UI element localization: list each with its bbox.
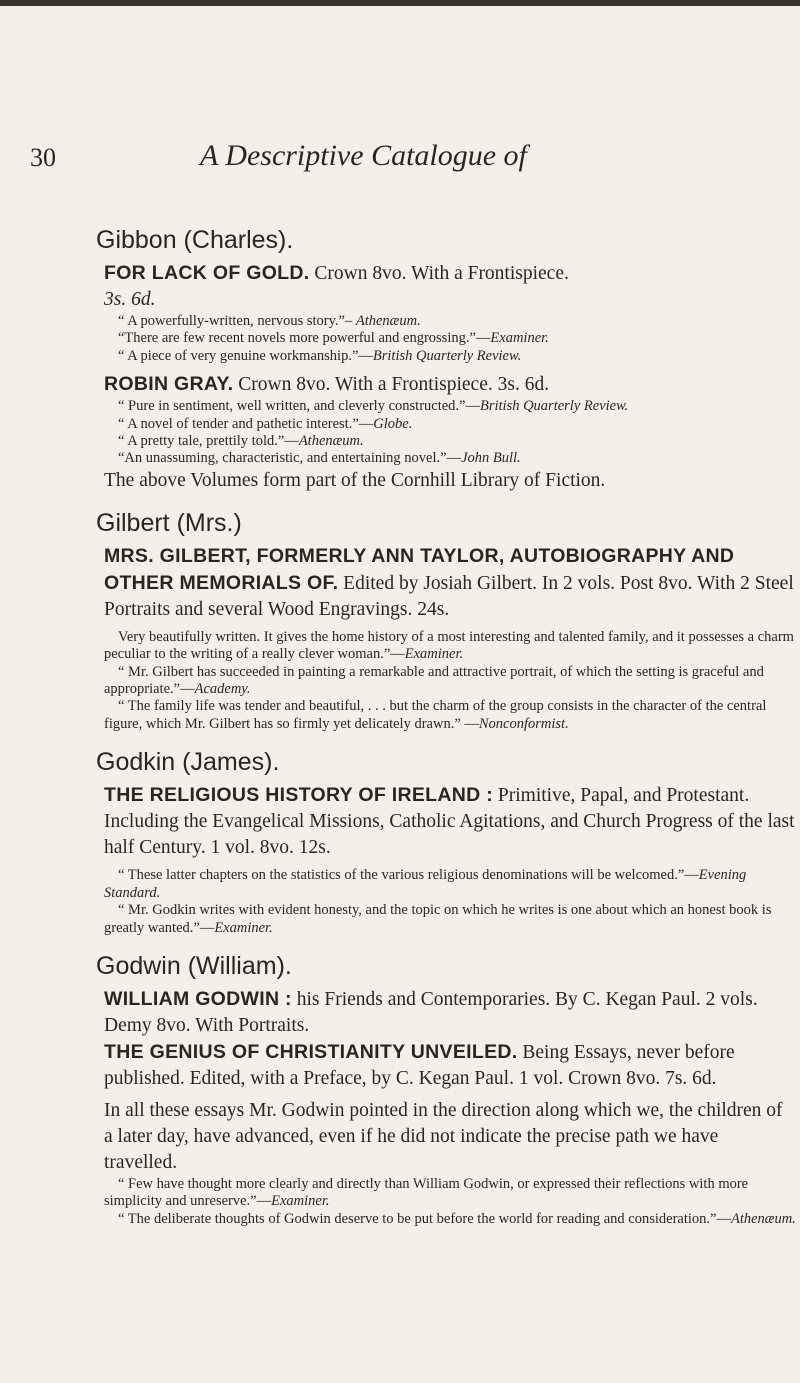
review-quote: “ A powerfully-written, nervous story.”– Athenæum. [118,313,421,329]
author-section-godwin [96,951,796,1228]
page-header [30,139,770,187]
book-entry [104,782,796,861]
review-source: Evening Standard. [104,867,747,901]
book-description: Crown 8vo. With a Frontispiece. [309,263,569,284]
review-quote: “ Mr. Godkin writes with evident honesty, and the topic on which he writes is one about which an honest book is greatly wanted.”—Examiner. [104,902,772,936]
review-source: Academy. [194,681,251,698]
descriptive-paragraph: In all these essays Mr. Godwin pointed in the direction along which we, the children of a later day, have advanced, even if he did not indicate the precise path we have travelled. [104,1099,783,1173]
review-quote: “An unassuming, characteristic, and entertaining novel.”—John Bull. [118,450,521,467]
book-description: his Friends and Contemporaries. By C. Kegan Paul. 2 vols. Demy 8vo. With Portraits. [104,988,758,1036]
review-quote: “ The family life was tender and beautiful, . . . but the charm of the group consists in the character of the central figure, which Mr. Gilbert has so firmly yet delicately drawn.” —Nonconformist. [104,698,767,732]
review-quote: “ The deliberate thoughts of Godwin deserve to be put before the world for reading and consideration.”—Athenæum. [118,1210,796,1227]
book-entry [104,1039,796,1092]
book-title: THE RELIGIOUS HISTORY OF IRELAND : [104,784,494,807]
book-entry [104,371,796,398]
author-heading: Godkin (James). [96,748,280,777]
running-title: A Descriptive Catalogue of [200,139,527,172]
book-title: ROBIN GRAY. [104,373,234,396]
catalogue-body [96,225,796,1228]
author-section-godkin [96,747,796,937]
review-source: Examiner. [214,919,273,936]
review-source: Nonconformist. [478,715,569,732]
book-title: THE GENIUS OF CHRISTIANITY UNVEILED. [104,1040,518,1063]
review-source: Examiner. [490,330,549,347]
review-quote: Very beautifully written. It gives the home history of a most interesting and talented family, and it possesses a charm peculiar to the writing of a really clever woman.”—Examiner. [104,628,794,663]
book-title: WILLIAM GODWIN : [104,987,292,1010]
book-description: Primitive, Papal, and Protestant. Including the Evangelical Missions, Catholic Agitations, and Church Progress of the last half Century. 1 vol. 8vo. 12s. [104,785,795,859]
book-entry [104,986,796,1039]
book-description: Crown 8vo. With a Frontispiece. 3s. 6d. [233,374,550,396]
author-heading: Gibbon (Charles). [96,226,294,254]
review-quote: “ Pure in sentiment, well written, and cleverly constructed.”—British Quarterly Review. [118,398,629,415]
review-source: British Quarterly Review. [372,347,522,364]
review-quote: “ A novel of tender and pathetic interest.”—Globe. [118,415,413,432]
book-entry [104,260,796,287]
author-section-gilbert [96,508,796,733]
review-source: Globe. [373,415,413,432]
book-entry [104,543,796,623]
review-source: Examiner. [404,646,464,663]
author-section-gibbon [96,225,796,494]
page-number: 30 [30,143,56,172]
book-description: Edited by Josiah Gilbert. In 2 vols. Post 8vo. With 2 Steel Portraits and several Wood Engravings. 24s. [104,572,794,620]
review-source: Athenæum. [298,433,364,450]
book-title: FOR LACK OF GOLD. [104,262,310,284]
review-quote: “ A piece of very genuine workmanship.”—British Quarterly Review. [118,347,522,364]
top-edge-rule [0,0,800,6]
review-quote: “ A pretty tale, prettily told.”—Athenæum. [118,433,364,450]
review-quote: “ These latter chapters on the statistics of the various religious denominations will be welcomed.”—Evening Standard. [104,867,747,901]
book-description: Being Essays, never before published. Edited, with a Preface, by C. Kegan Paul. 1 vol. Crown 8vo. 7s. 6d. [104,1041,735,1089]
book-title: MRS. GILBERT, FORMERLY ANN TAYLOR, AUTOBIOGRAPHY AND OTHER MEMORIALS OF. [104,544,735,594]
review-source: John Bull. [461,450,521,467]
review-quote: “There are few recent novels more powerful and engrossing.”—Examiner. [118,330,549,347]
review-quote: “ Mr. Gilbert has succeeded in painting a remarkable and attractive portrait, of which the setting is graceful and appropriate.”—Academy. [104,663,764,698]
author-heading: Godwin (William). [96,951,292,980]
review-source: British Quarterly Review. [479,398,629,415]
author-heading: Gilbert (Mrs.) [96,508,242,537]
book-price: 3s. 6d. [104,289,156,310]
review-source: Examiner. [271,1193,330,1210]
review-quote: “ Few have thought more clearly and directly than William Godwin, or expressed their reflections with more simplicity and unreserve.”—Examiner. [104,1175,749,1210]
review-source: Athenæum. [730,1210,796,1227]
review-source: Athenæum. [355,313,421,329]
series-note: The above Volumes form part of the Cornhill Library of Fiction. [104,469,606,491]
